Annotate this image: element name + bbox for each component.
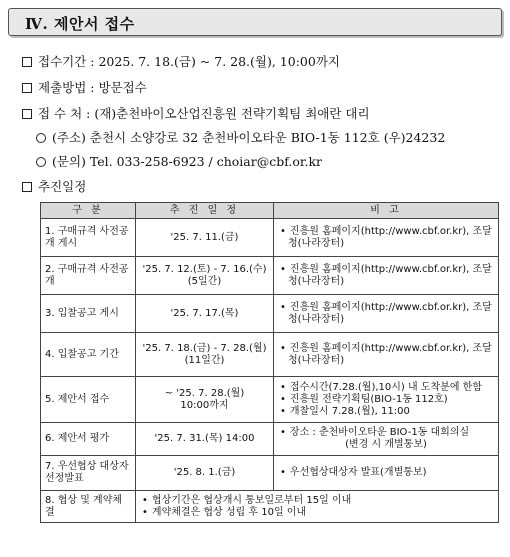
section-header [8,8,502,36]
row-category: 7. 우선협상 대상자 선정발표 [41,456,136,491]
table-row [41,295,499,333]
row-category: 1. 구매규격 사전공개 게시 [41,219,136,257]
row-category: 4. 입찰공고 기간 [41,333,136,377]
row-notes [274,333,499,377]
schedule-text: '25. 7. 18.(금) - 7. 28.(월) [142,342,267,354]
table-row [41,377,499,423]
row-schedule [136,423,274,456]
note-text: • 진흥원 홈페이지(http://www.cbf.or.kr), 조달청(나라장터) [278,264,494,288]
note-text: • 진흥원 홈페이지(http://www.cbf.or.kr), 조달청(나라장터) [278,226,494,250]
schedule-heading: 추진일정 [22,177,86,195]
row-schedule [136,377,274,423]
receipt-period-line: 접수기간 : 2025. 7. 18.(금) ~ 7. 28.(월), 10:00까지 [22,52,340,70]
circle-bullet-icon [36,157,46,167]
row-schedule [136,456,274,491]
row-notes [274,377,499,423]
row-category: 3. 입찰공고 게시 [41,295,136,333]
receipt-office-line: 접 수 처 : (재)춘천바이오산업진흥원 전략기획팀 최애란 대리 [22,104,370,122]
note-text: • 진흥원 홈페이지(http://www.cbf.or.kr), 조달청(나라장터) [278,302,494,326]
row-schedule [136,295,274,333]
note-text: • 진흥원 전략기획팀(BIO-1동 112호) [278,394,494,406]
header-notes: 비 고 [274,203,499,219]
note-text: • 접수시간(7.28.(월),10시) 내 도착분에 한함 [278,382,494,394]
schedule-text: '25. 8. 1.(금) [173,467,236,478]
schedule-table [40,202,499,523]
schedule-text: ~ '25. 7. 28.(월) [164,387,245,399]
header-schedule: 추 진 일 정 [136,203,274,219]
note-text: • 우선협상대상자 발표(개별통보) [278,467,494,479]
table-header-row [41,203,499,219]
contact-line: (문의) Tel. 033-258-6923 / choiar@cbf.or.kr [36,152,322,170]
schedule-text: '25. 7. 17.(목) [170,307,239,319]
square-bullet-icon [22,83,32,93]
row-notes [274,423,499,456]
row-schedule [136,257,274,295]
table-row [41,333,499,377]
row-notes [274,219,499,257]
circle-bullet-icon [36,133,46,143]
row-notes [274,295,499,333]
note-text: • 개찰일시 7.28.(월), 11:00 [278,406,494,418]
square-bullet-icon [22,57,32,67]
row-schedule [136,219,274,257]
note-text: • 협상기간은 협상개시 통보일로부터 15일 이내 [140,495,494,507]
row-category: 2. 구매규격 사전공개 [41,257,136,295]
table-row [41,219,499,257]
table-row [41,456,499,491]
schedule-text: '25. 7. 31.(목) 14:00 [154,433,255,444]
section-title: Ⅳ. 제안서 접수 [25,15,135,33]
header-category: 구 분 [41,203,136,219]
row-notes [274,456,499,491]
row-category: 5. 제안서 접수 [41,377,136,423]
row-schedule [136,333,274,377]
square-bullet-icon [22,182,32,192]
submission-method-line: 제출방법 : 방문접수 [22,78,147,96]
row-category: 6. 제안서 평가 [41,423,136,456]
note-text: (변경 시 개별통보) [345,439,427,450]
address-line: (주소) 춘천시 소양강로 32 춘천바이오타운 BIO-1동 112호 (우)24232 [36,128,445,146]
schedule-text: (5일간) [187,275,222,287]
schedule-text: (11일간) [184,354,225,366]
schedule-text: 10:00까지 [180,399,229,411]
row-notes [136,491,499,523]
schedule-text: '25. 7. 12.(토) - 7. 16.(수) [142,263,267,275]
square-bullet-icon [22,109,32,119]
schedule-text: '25. 7. 11.(금) [170,231,239,243]
row-category: 8. 협상 및 계약체결 [41,491,136,523]
row-notes [274,257,499,295]
table-row [41,257,499,295]
table-row [41,423,499,456]
table-row [41,491,499,523]
note-text: • 진흥원 홈페이지(http://www.cbf.or.kr), 조달청(나라장터) [278,343,494,367]
note-text: • 장소 : 춘천바이오타운 BIO-1동 대회의실 [278,427,494,439]
note-text: • 계약체결은 협상 성립 후 10일 이내 [140,507,494,519]
